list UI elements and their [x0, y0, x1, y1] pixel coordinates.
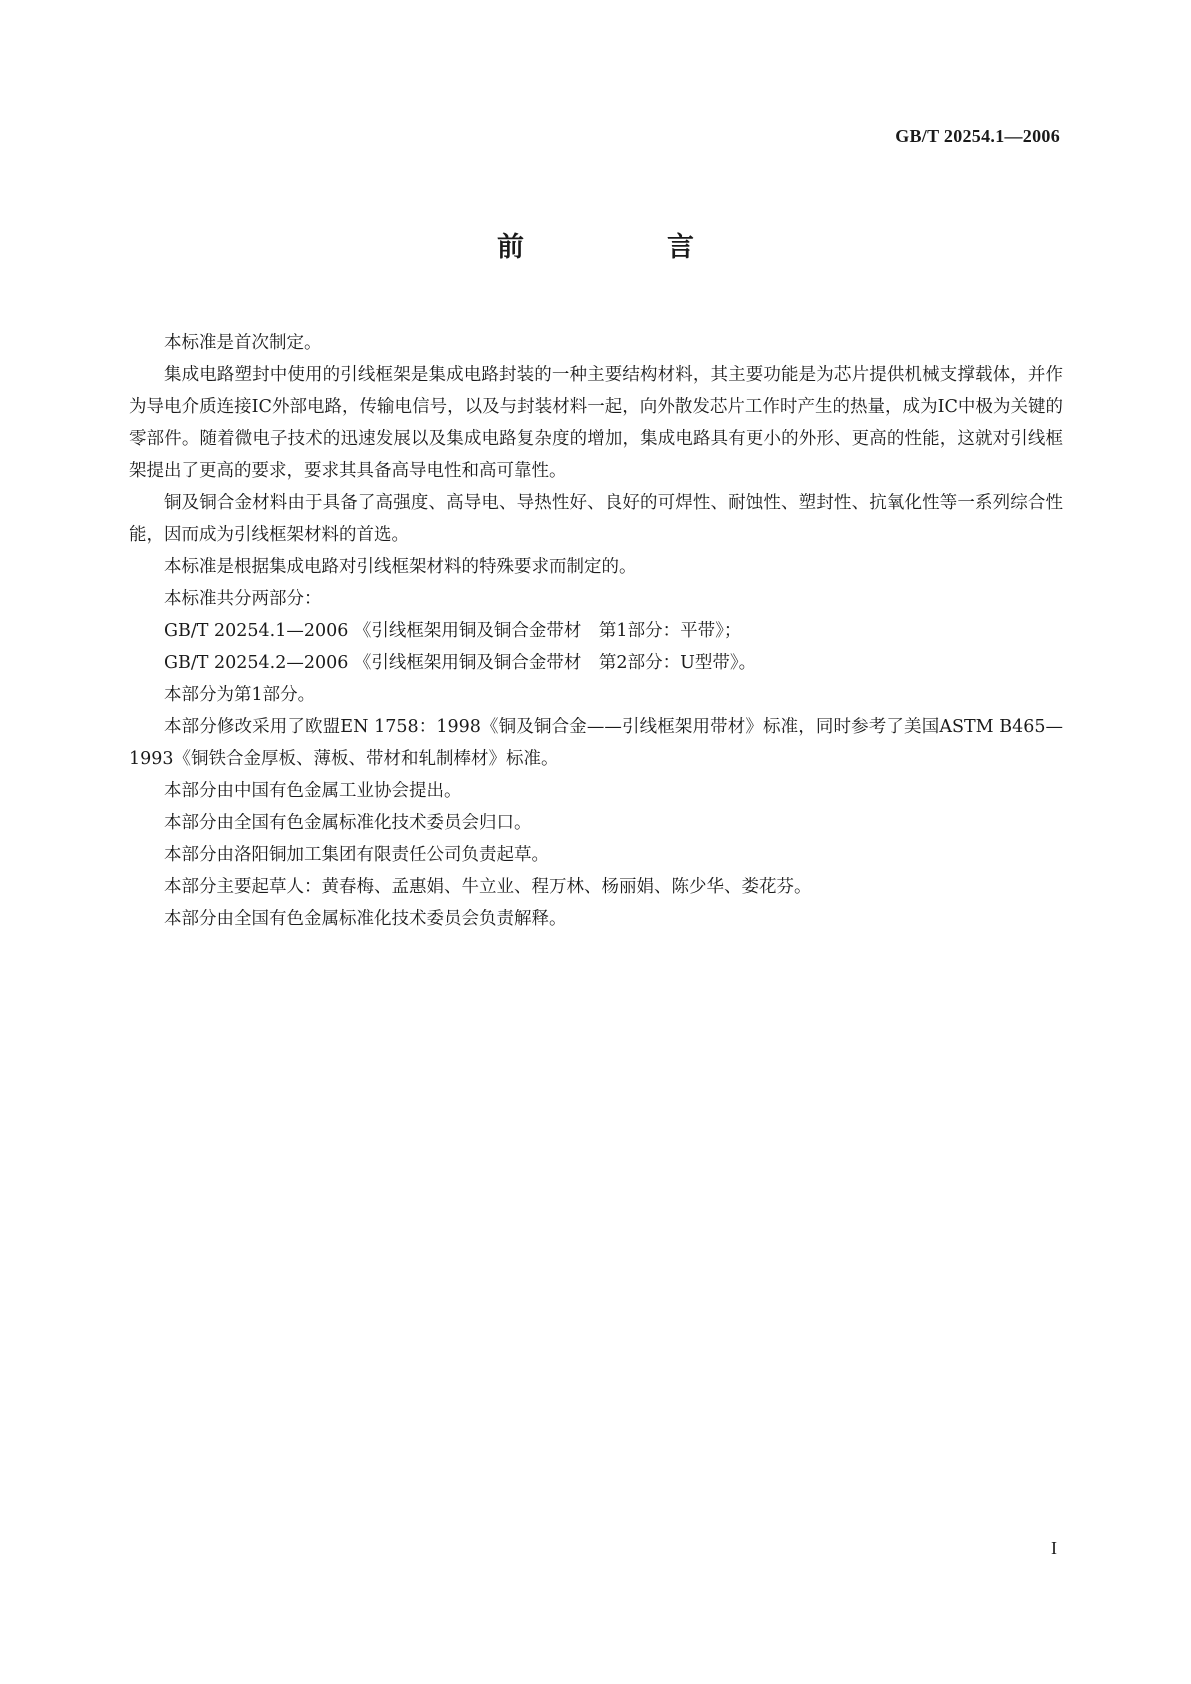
paragraph-part-2-ref: GB/T 20254.2—2006 《引线框架用铜及铜合金带材 第2部分：U型带》。 [164, 653, 757, 673]
paragraph-adoption: 本部分修改采用了欧盟EN 1758：1998《铜及铜合金——引线框架用带材》标准，同时参考了美国ASTM B465—1993《铜铁合金厚板、薄板、带材和轧制棒材》标准。 [129, 717, 1063, 769]
paragraph-basis: 本标准是根据集成电路对引线框架材料的特殊要求而制定的。 [164, 557, 637, 577]
paragraph-this-part: 本部分为第1部分。 [164, 685, 316, 705]
paragraph-proposed-by: 本部分由中国有色金属工业协会提出。 [164, 781, 462, 801]
paragraph-copper-alloy: 铜及铜合金材料由于具备了高强度、高导电、导热性好、良好的可焊性、耐蚀性、塑封性、抗氧化性等一系列综合性能，因而成为引线框架材料的首选。 [129, 493, 1063, 545]
paragraph-first-edition: 本标准是首次制定。 [164, 333, 322, 353]
paragraph-centralized-by: 本部分由全国有色金属标准化技术委员会归口。 [164, 813, 532, 833]
paragraph-part-1-ref: GB/T 20254.1—2006 《引线框架用铜及铜合金带材 第1部分：平带》； [164, 621, 742, 641]
standard-code: GB/T 20254.1—2006 [895, 126, 1060, 146]
paragraph-drafters: 本部分主要起草人：黄春梅、孟惠娟、牛立业、程万林、杨丽娟、陈少华、娄花芬。 [164, 877, 812, 897]
page-number: I [1051, 1538, 1057, 1558]
paragraph-drafted-by: 本部分由洛阳铜加工集团有限责任公司负责起草。 [164, 845, 549, 865]
paragraph-interpreted-by: 本部分由全国有色金属标准化技术委员会负责解释。 [164, 909, 567, 929]
page-title: 前 言 [497, 232, 752, 263]
paragraph-parts-intro: 本标准共分两部分： [164, 589, 322, 609]
paragraph-lead-frame-intro: 集成电路塑封中使用的引线框架是集成电路封装的一种主要结构材料，其主要功能是为芯片提供机械支撑载体，并作为导电介质连接IC外部电路，传输电信号，以及与封装材料一起，向外散发芯片工作时产生的热量，成为IC中极为关键的零部件。随着微电子技术的迅速发展以及集成电路复杂度的增加，集成电路具有更小的外形、更高的性能，这就对引线框架提出了更高的要求，要求其具备高导电性和高可靠性。 [129, 365, 1063, 481]
document-body [129, 327, 1063, 935]
